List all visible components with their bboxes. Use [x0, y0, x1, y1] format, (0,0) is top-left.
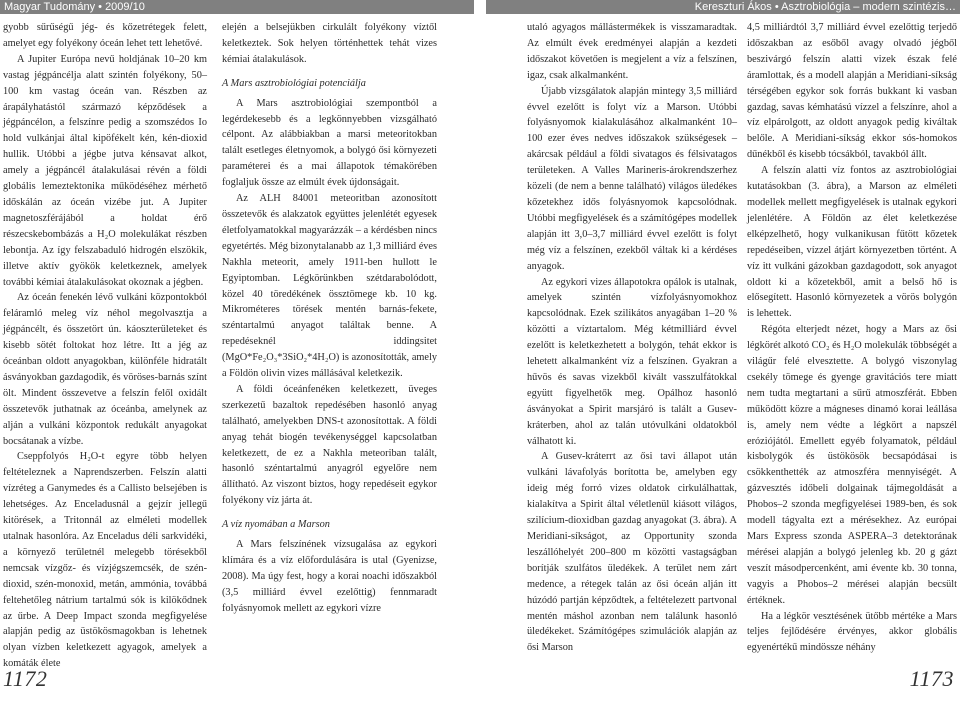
running-header-right: Kereszturi Ákos • Asztrobiológia – modern szintézis… [486, 0, 960, 14]
paragraph: Ha a légkör vesztésének ütőbb mértéke a Mars teljes fejlődésére érvényes, akkor globális egyenértékű mindössze néhány [747, 610, 957, 654]
paragraph: Az ALH 84001 meteoritban azonosított összetevők és alakzatok együttes jelenlétét egyesek életfolyamatokkal magyarázzák – a kérdésben nincs egyetértés. Még bizonytalanabb az 1,3 milliárd éves Nakhla meteorit, amely 1911-ben hullott le Egyiptomban. Légkörünkben szétdarabolódott, közel 40 töredékének össztömege kb. 10 kg. Mikrométeres törések mentén barnás-fekete, széntartalmú anyagot találtak benne. A repedéseknél iddingsitet (MgO*Fe₂O₃*3SiO₂*4H₂O) is azonosították, amely a Földön olivin vizes mállásával keletkezik. [222, 193, 437, 380]
section-heading: A Mars asztrobiológiai potenciálja [222, 77, 366, 89]
paragraph: A Jupiter Európa nevű holdjának 10–20 km vastag jégpáncélja alatt szintén folyékony, 50–100 km vastag óceán van. Részben az árapályhatástól származó képződések a jégpáncélon, a felszínre pedig a szomszédos Io hold vulkánjai által kipöfékelt kén, kén-dioxid hullik. Utóbbi a jégbe jutva kénsavat alkot, amely a jégpáncél átalakulásai révén a földi globális lemeztektonika működéséhez mérhető időskálán az óceán vizébe jut. A Jupiter magnetoszférájából a holdat érő részecskebombázás a H₂O molekulákat részben lebontja. Az így felszabaduló hidrogén elszökik, illetve aktív gyökök keletkeznek, amelyek további kémiai átalakulásokat okoznak a jégben. [3, 53, 207, 288]
paragraph: Az óceán fenekén lévő vulkáni központokból feláramló meleg víz néhol megolvasztja a jégpáncélt, és összetört ún. káoszterületeket és kisebb sötét foltokat hoz létre. Itt a jég az óceánban oldott anyagokban, különféle hidratált ásványokban gazdagodik, és vöröses-barnás színt ölt. Mindent összevetve a felszín felől oxidált összetevők juthatnak az óceánba, amelynek az alján a vulkáni központok redukált anyagokat bocsátanak a vízbe. [3, 292, 207, 447]
page-number-left: 1172 [3, 666, 48, 691]
text-column-3 [527, 20, 737, 660]
text-column-1 [3, 20, 207, 670]
paragraph: A Mars asztrobiológiai szempontból a legérdekesebb és a legkönnyebben vizsgálható célpont. Az alábbiakban a marsi meteoritokban talált esetleges életnyomok, a bolygó ősi környezeti paraméterei és a mai állapotok témakörében foglaljuk össze az elmúlt évek újdonságait. [222, 97, 437, 189]
paragraph: utaló agyagos mállástermékek is visszamaradtak. Az elmúlt évek eredményei alapján a kezdeti időszakot követően is megjelent a víz a felszínen, igaz, csak alkalmanként. [527, 22, 737, 81]
paragraph: gyobb sűrűségű jég- és kőzetrétegek felett, amelyet egy folyékony óceán lehet tett lehetővé. [3, 22, 207, 49]
paragraph: Az egykori vizes állapotokra opálok is utalnak, amelyek szintén vízfolyásnyomokhoz kapcsolódnak. Ezek szilikátos anyagában 1–20 % közötti a víztartalom. Még kétmilliárd évvel ezelőtt is keletkezhetett a bolygón, tehát ekkor is lehetett alkalmanként víz a felszínen. Gyakran a hűvös és savas vizekből kivált vasszulfátokkal együtt figyelhetők meg. Opálhoz hasonló ásványokat a Spirit marsjáró is talált a Gusev-kráterben, ahol az talán utóvulkáni oldatokból válhatott ki. [527, 276, 737, 447]
paragraph: A Gusev-kráterrt az ősi tavi állapot után vulkáni lávafolyás borította be, amelyben egy ideig még forró vizes oldatok cirkulálhattak, kialakítva a Spirit által véletlenül kiásott világos, szilícium-dioxidban gazdag anyagokat (3. ábra). A Meridiani-síkságot, az Opportunity szonda leszállóhelyét 200–800 m közötti vastagságban borítják szulfátos üledékek. A terület nem zárt medence, a rétegek talán az ősi óceán alján itt húzódó partján képződtek, a feltételezett partvonal mentén máshol azonban nem találunk hasonló üledékeket. Számítógépes szimulációk alapján az ősi Marson [527, 451, 737, 654]
paragraph: elején a belsejükben cirkulált folyékony víztől keletkeztek. Sok helyen történhettek tehát vizes kémiai átalakulások. [222, 22, 437, 65]
paragraph: Cseppfolyós H₂O-t egyre több helyen feltételeznek a Naprendszerben. Felszín alatti vízréteg a Ganymedes és a Callisto belsejében is lehetséges. Az Enceladusnál a gejzír jellegű kitörések, a Tritonnál az elméleti modellek utalnak hasonlóra. Az Enceladus déli sarkvidéki, a környező területnél melegebb törésekből nemcsak vízgőz- és vízjégszemcsék, de szén-dioxid, szén-monoxid, metán, ammónia, továbbá feltehetőleg nátrium tartalmú sók is kilökődnek az űrbe. A Deep Impact szonda megfigyelése alapján pedig az üstökösmagokban is lehetnek olyan vízben keletkezett agyagok, amelyek a komáták élete [3, 451, 207, 670]
paragraph: Régóta elterjedt nézet, hogy a Mars az ősi légkörét alkotó CO₂ és H₂O molekulák többségét a világűr felé elvesztette. A bolygó viszonylag csekély tömege és gyenge gravitációs tere miatt nem tudta megtartani a sűrű atmoszférát. Ebben működött közre a mágneses dinamó korai leállása is, amely nem védte a légkört a napszél eróziójától. Emellett egyéb folyamatok, például kisbolygók és üstökösök becsapódásai is csökkenthették az atmoszféra mennyiségét. A gázvesztés időbeli dolgainak tájmegoldását a Phobos–2 szonda megfigyelései 1989-ben, és sok modell tágyalta ezt a mérésekhez. Az európai Mars Express szonda ASPERA–3 detektorának mérései alapján a bolygó jelenleg kb. 20 g gázt veszít másodpercenként, ami évente kb. 30 tonna, vagyis a Phobos–2 mérései alapján becsült értéknek. [747, 324, 957, 606]
paragraph: Újabb vizsgálatok alapján mintegy 3,5 milliárd évvel ezelőtt is folyt víz a Marson. Utóbbi folyásnyomok kialakulásához alkalmanként 10–100 ezer éves nedves időszakok szükségesek – akárcsak például a földi sivatagos és félsivatagos területeken. A Valles Marineris-árokrendszerhez közeli (de nem a benne található) világos üledékes kőzetekhez idős folyásnyomok kapcsolódnak. Utóbbi megfigyelések és a számítógépes modellek alapján itt 3,0–3,7 milliárd évvel ezelőtt is folyt még víz a felszínen, ezekből váltak ki a kérdéses anyagok. [527, 85, 737, 272]
paragraph: A földi óceánfenéken keletkezett, üveges szerkezetű bazaltok repedésében hasonló anyag található, amelyekben DNS-t azonosítottak. A földi anyag tehát biogén tevékenységgel kapcsolatban keletkezett, de ez a Nakhla meteoriban talált, hasonló széntartalmú anyagról egyelőre nem állítható. Az viszont biztos, hogy repedéseit egykor folyékony víz járta át. [222, 383, 437, 507]
paragraph: 4,5 milliárdtól 3,7 milliárd évvel ezelőttig terjedő időszakban az esőből avagy olvadó jégből beszivárgó felszín alatti vizek észak felé áramlottak, és a modell alapján a Meridiani-síkság térségében egykor sok forrás bukkant ki vasban gazdag, savas kémhatású vízzel a felszínre, ahol a víz elpárolgott, az oldott anyagok pedig kiváltak belőle. A Meridiani-síkság ekkor sós-homokos dűnékből és kisebb tócsákból, tavakból állt. [747, 22, 957, 161]
running-header-left: Magyar Tudomány • 2009/10 [0, 0, 474, 14]
paragraph: A Mars felszínének vízsugalása az egykori klímára és a víz előfordulására is utal (Gyenizse, 2008). Ma úgy fest, hogy a korai noachi időszakból (3,5 milliárd évvel ezelőttig) fennmaradt folyásnyomok mellett az egykori vízre [222, 539, 437, 614]
text-column-4 [747, 20, 957, 660]
section-heading: A víz nyomában a Marson [222, 519, 330, 531]
paragraph: A felszín alatti víz fontos az asztrobiológiai kutatásokban (3. ábra), a Marson az elméleti modellek mellett megfigyelések is utalnak egykori jelenlétére. A Földön az élet keletkezése elképzelhető, hogy vulkanikusan fűtött kőzetek repedéseiben, vízzel átjárt környezetben történt. A víz itt vulkáni gázokban gazdagodott, sok anyagot oldott ki a kőzetekből, amit a belső hő is elősegített. Hasonló környezetek a vörös bolygón is lehettek. [747, 165, 957, 320]
text-column-2 [222, 20, 437, 660]
page-number-right: 1173 [909, 666, 954, 691]
